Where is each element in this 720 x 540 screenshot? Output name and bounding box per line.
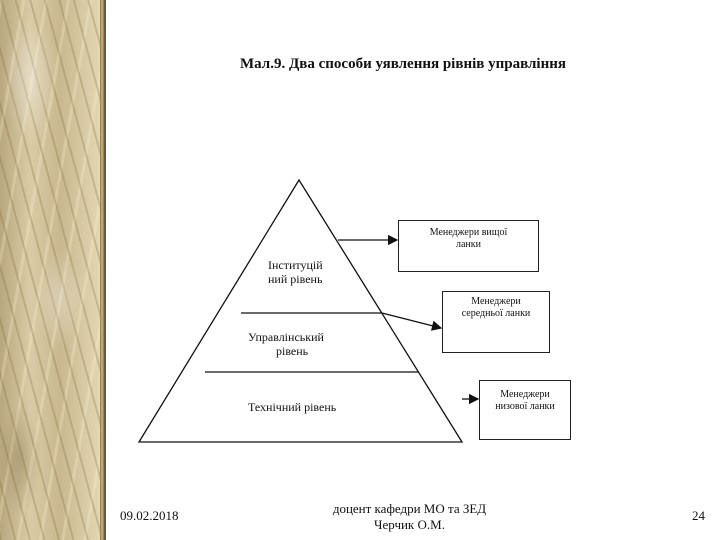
- top-managers-box: Менеджери вищої ланки: [398, 220, 539, 272]
- pyramid-level-technical: Технічний рівень: [248, 400, 337, 414]
- lower-managers-box: Менеджери низової ланки: [479, 380, 571, 440]
- footer-author: доцент кафедри МО та ЗЕД Черчик О.М.: [332, 501, 487, 532]
- middle-managers-box: Менеджери середньої ланки: [442, 291, 550, 353]
- slide-title: Мал.9. Два способи уявлення рівнів управління: [240, 56, 566, 72]
- pyramid-level-institutional: Інституцій ний рівень: [268, 258, 323, 286]
- page-number: 24: [692, 508, 705, 523]
- pyramid-level-managerial: Управлінський рівень: [248, 330, 324, 358]
- arrow-middle-managers: [382, 313, 441, 328]
- footer-date: 09.02.2018: [120, 508, 179, 523]
